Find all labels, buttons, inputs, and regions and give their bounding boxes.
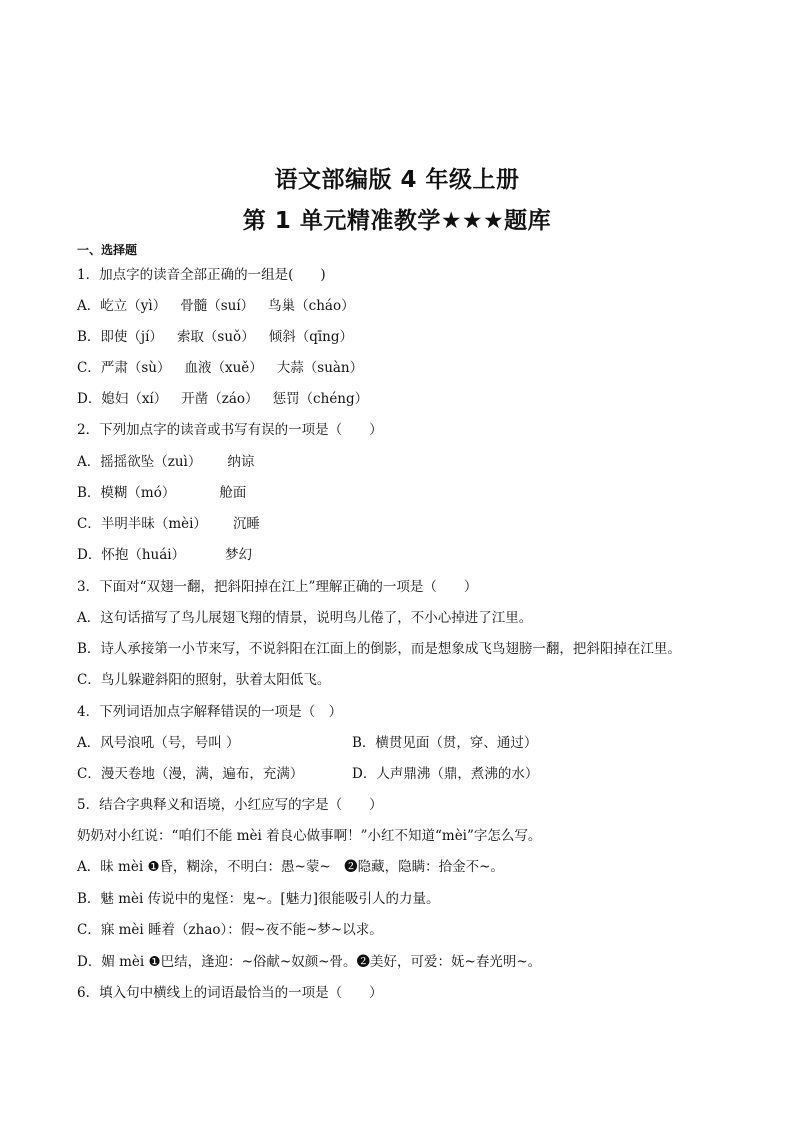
section-title: 一、选择题 xyxy=(77,243,138,257)
option-part: 舱面 xyxy=(219,485,247,501)
option-part: 纳谅 xyxy=(227,454,255,470)
question-2-option-b xyxy=(77,484,246,502)
question-4-option-c: C．漫天卷地（漫，满，遍布，充满） xyxy=(77,766,304,782)
question-2-option-d xyxy=(77,546,252,564)
question-4-stem: 4．下列词语加点字解释错误的一项是（ ） xyxy=(77,704,343,720)
question-5-option-b: B．魅 mèi 传说中的鬼怪：鬼~。[魅力]很能吸引人的力量。 xyxy=(77,891,440,907)
question-1-stem: 1．加点字的读音全部正确的一组是( ) xyxy=(77,267,326,283)
option-part: C．半明半昧（mèi） xyxy=(77,516,207,532)
option-part: 沉睡 xyxy=(232,516,260,532)
question-3-option-a: A．这句话描写了鸟儿展翅飞翔的情景，说明鸟儿倦了，不小心掉进了江里。 xyxy=(77,610,533,626)
question-2-option-c xyxy=(77,515,260,533)
question-3-stem: 3．下面对“双翅一翻，把斜阳掉在江上”理解正确的一项是（ ） xyxy=(77,579,478,595)
question-5-option-d: D．媚 mèi ❶巴结，逢迎：~俗献~奴颜~骨。❷美好，可爱：妩~春光明~。 xyxy=(77,954,542,970)
doc-title-line1: 语文部编版 4 年级上册 xyxy=(274,167,520,193)
question-4-option-b: B．横贯见面（贯，穿、通过） xyxy=(352,735,538,751)
option-part: 鸟巢（cháo） xyxy=(268,298,355,314)
question-5-option-a: A．昧 mèi ❶昏，糊涂，不明白：愚~蒙~ ❷隐藏，隐瞒：拾金不~。 xyxy=(77,859,504,875)
option-part: B．即使（jí） xyxy=(77,329,163,345)
question-6-stem: 6．填入句中横线上的词语最恰当的一项是（ ） xyxy=(77,985,383,1001)
option-part: 倾斜（qīng） xyxy=(268,329,353,345)
option-part: 血液（xuě） xyxy=(184,360,263,376)
question-5-option-c: C．寐 mèi 睡着（zhao）：假~夜不能~梦~以求。 xyxy=(77,922,383,938)
question-3-option-b: B．诗人承接第一小节来写，不说斜阳在江面上的倒影，而是想象成飞鸟翅膀一翻，把斜阳掉在江里。 xyxy=(77,641,681,657)
question-5-context: 奶奶对小红说：“咱们不能 mèi 着良心做事啊！”小红不知道“mèi”字怎么写。 xyxy=(77,828,542,844)
option-part: A．屹立（yì） xyxy=(77,298,167,314)
question-1-option-c xyxy=(77,359,363,377)
question-4-option-a: A．风号浪吼（号，号叫 ） xyxy=(77,735,240,751)
question-5-stem: 5．结合字典释义和语境，小红应写的字是（ ） xyxy=(77,797,383,813)
question-2-stem: 2．下列加点字的读音或书写有误的一项是（ ） xyxy=(77,422,383,438)
question-1-option-d xyxy=(77,390,368,408)
question-2-option-a xyxy=(77,453,254,471)
option-part: 索取（suǒ） xyxy=(176,329,255,345)
option-part: C．严肃（sù） xyxy=(77,360,171,376)
option-part: A．摇摇欲坠（zuì） xyxy=(77,454,202,470)
question-1-option-a xyxy=(77,297,355,315)
option-part: D．媳妇（xí） xyxy=(77,391,168,407)
question-3-option-c: C．鸟儿躲避斜阳的照射，驮着太阳低飞。 xyxy=(77,672,331,688)
option-part: D．怀抱（huái） xyxy=(77,547,186,563)
question-4-option-d: D．人声鼎沸（鼎，煮沸的水） xyxy=(352,766,539,782)
question-1-option-b xyxy=(77,328,353,346)
option-part: 骨髓（suí） xyxy=(180,298,255,314)
option-part: 大蒜（suàn） xyxy=(276,360,364,376)
option-part: 开凿（záo） xyxy=(181,391,259,407)
option-part: 梦幻 xyxy=(225,547,253,563)
option-part: B．模糊（mó） xyxy=(77,485,176,501)
doc-title-line2: 第 1 单元精准教学★★★题库 xyxy=(242,208,552,234)
option-part: 惩罚（chéng） xyxy=(272,391,369,407)
